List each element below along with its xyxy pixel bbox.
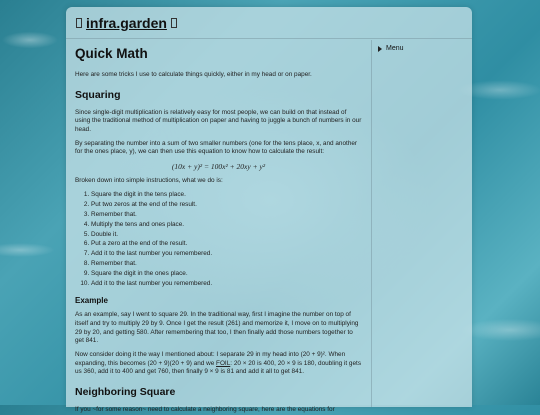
article-content [66,40,372,413]
example-paragraph-1: As an example, say I went to square 29. In the traditional way, first I imagine the number on top of itself and try to multiply 29 by 9. Once I get the result (261) and memorize it, I move on to multiplying 29 by 20, and getting 580. After remembering that too, I then finally add those numbers together to get 841. [75,311,359,345]
list-item: 7. Add it to the last number you remembered. [91,249,362,259]
menu-toggle[interactable] [378,45,468,52]
list-item: 1. Square the digit in the tens place. [91,190,362,200]
steps-list [75,190,362,288]
site-brand-link[interactable] [76,15,177,31]
list-item: 3. Remember that. [91,210,362,220]
list-item: 5. Double it. [91,230,362,240]
intro-paragraph: Here are some tricks I use to calculate things quickly, either in my head or on paper. [75,71,312,78]
page-title: Quick Math [75,46,148,61]
example-text-before-link: Now consider doing it the way I mentioned about: I separate 29 in my head into (20 + 9)². When expanding, this becomes (20 + 9)(20 + 9) and we [75,351,346,367]
triangle-right-icon [378,46,382,52]
list-item: 4. Multiply the tens and ones place. [91,220,362,230]
squaring-paragraph-3: Broken down into simple instructions, what we do is: [75,176,223,184]
site-brand-label: infra.garden [86,14,167,31]
list-item: 8. Remember that. [91,259,362,269]
sidebar [378,45,468,52]
site-header [66,7,472,39]
list-item: 10. Add it to the last number you remembered. [91,279,362,289]
squaring-paragraph-2: By separating the number into a sum of two smaller numbers (one for the tens place, x, and another for the ones place, y), we can then use this equation to know how to calculate the result: [75,139,358,156]
list-item: 2. Put two zeros at the end of the result. [91,200,362,210]
site-container [66,7,472,413]
foil-link[interactable]: FOIL [216,359,231,367]
squaring-equation: (10x + y)² = 100x² + 20xy + y² [171,161,266,171]
section-heading-example: Example [75,296,108,306]
neighboring-paragraph-1: If you ~for some reason~ need to calculate a neighboring square, here are the equations for [75,405,335,413]
list-item: 6. Put a zero at the end of the result. [91,239,362,249]
example-text-after-link: : 20 × 20 is 400, 20 × 9 is 180, doubling it gets us 360, add it to 400 and get 760, then finally 9 × 9 is 81 and add it all to get 841. [75,359,362,376]
squaring-paragraph-1: Since single-digit multiplication is relatively easy for most people, we can build on that instead of using the traditional method of multiplication on paper and having to juggle a bunch of numbers in our head. [75,108,362,133]
list-item: 9. Square the digit in the ones place. [91,269,362,279]
section-heading-squaring: Squaring [75,88,121,101]
missing-glyph-icon [171,18,177,28]
menu-label: Menu [386,45,404,52]
section-heading-neighboring-square: Neighboring Square [75,385,176,398]
missing-glyph-icon [76,18,82,28]
example-paragraph-2 [75,351,362,377]
